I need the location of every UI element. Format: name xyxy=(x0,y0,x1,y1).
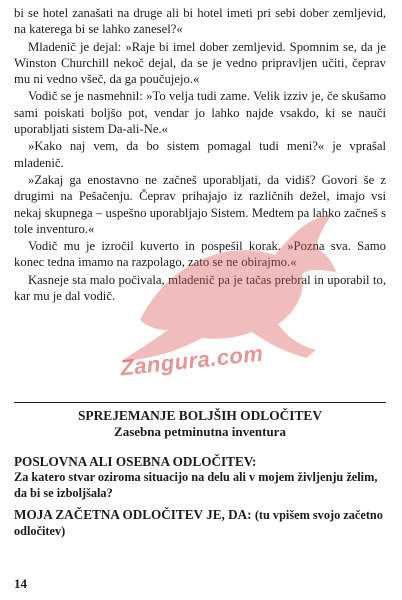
paragraph: »Zakaj ga enostavno ne začneš uporabljati, da vidiš? Govori še z drugimi na Pešačenju. Čeprav prihajajo iz različnih dežel, imajo vsi nekaj skupnega – uspešno uporabljajo Sistem. Medtem pa lahko začneš s tole inventuro.« xyxy=(14,172,386,236)
question-heading-initial-decision xyxy=(14,507,386,539)
paragraph: bi se hotel zanašati na druge ali bi hotel imeti pri sebi dober zemljevid, na katerega bi se lahko zanesel?« xyxy=(14,6,386,37)
body-text xyxy=(14,5,386,305)
page-number: 14 xyxy=(14,576,27,591)
question-heading-label: MOJA ZAČETNA ODLOČITEV JE, DA: xyxy=(14,507,252,522)
section-title: SPREJEMANJE BOLJŠIH ODLOČITEV xyxy=(77,408,323,423)
paragraph: Mladenič je dejal: »Raje bi imel dober zemljevid. Spomnim se, da je Winston Churchill nekoč dejal, da se je vedno pripravljen učiti, čeprav mu ni vedno všeč, da ga poučujejo.« xyxy=(14,39,386,87)
paragraph: Kasneje sta malo počivala, mladenič pa je tačas prebral in uporabil to, kar mu je dal vodič. xyxy=(14,272,386,304)
question-heading-note: (tu vpišem svojo začetno odločitev) xyxy=(14,508,383,538)
question-text-business: Za katero stvar oziroma situacijo na delu ali v mojem življenju želim, da bi se izboljšala? xyxy=(14,470,378,500)
paragraph: Vodič se je nasmehnil: »To velja tudi zame. Velik izziv je, če skušamo sami poiskati boljšo pot, vendar jo lahko najde vsakdo, ki se nauči uporabljati sistem Da-ali-Ne.« xyxy=(14,89,386,137)
section-divider xyxy=(14,402,386,403)
watermark-text: Zangura.com xyxy=(119,340,265,381)
paragraph: Vodič mu je izročil kuverto in pospešil korak. »Pozna sva. Samo konec tedna imamo na razpolago, zato se ne obirajmo.« xyxy=(14,239,386,270)
section-subtitle: Zasebna petminutna inventura xyxy=(114,424,286,439)
question-heading-business: POSLOVNA ALI OSEBNA ODLOČITEV: xyxy=(14,454,257,469)
paragraph: »Kako naj vem, da bo sistem pomagal tudi meni?« je vprašal mladenič. xyxy=(14,139,386,170)
